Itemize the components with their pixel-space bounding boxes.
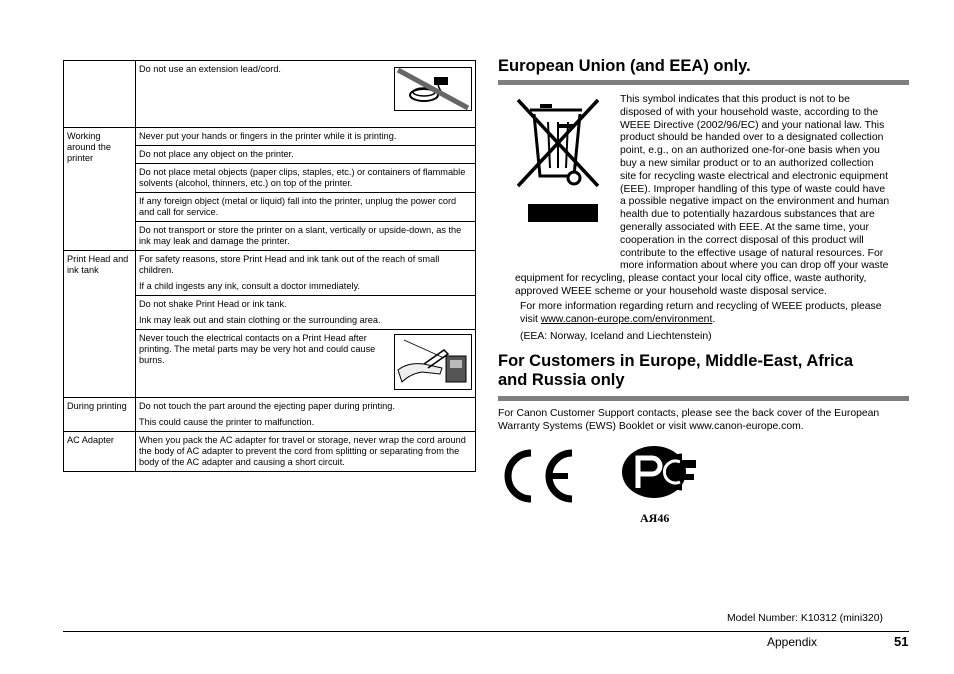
- precaution-note: This could cause the printer to malfunction.: [139, 417, 315, 427]
- precaution-cell: [136, 398, 476, 432]
- table-row: [64, 432, 476, 472]
- eea-note: (EEA: Norway, Iceland and Liechtenstein): [520, 331, 712, 342]
- precaution-cell: [136, 61, 476, 128]
- environment-link[interactable]: www.canon-europe.com/environment: [540, 313, 713, 325]
- table-row: [64, 398, 476, 432]
- emea-heading: [498, 352, 853, 390]
- category-cell: Working around the printer: [64, 128, 136, 251]
- weee-body-cont: [515, 273, 915, 299]
- support-line: Warranty Systems (EWS) Booklet or visit www.canon-europe.com.: [498, 420, 804, 432]
- table-row: [64, 128, 476, 146]
- pct-code: АЯ46: [640, 511, 670, 525]
- precaution-cell: [136, 296, 476, 330]
- body-line: health due to potentially hazardous substances that are: [620, 209, 875, 221]
- precaution-cell: Do not place any object on the printer.: [136, 146, 476, 164]
- precaution-note: If a child ingests any ink, consult a doctor immediately.: [139, 281, 360, 291]
- precaution-cell: Do not place metal objects (paper clips, staples, etc.) or containers of flammable solvents (alcohol, thinners, etc.) on top of the printer.: [136, 164, 476, 193]
- more-info: [520, 301, 915, 327]
- weee-body: [620, 94, 912, 273]
- body-line: (EEE). Improper handling of this type of waste could have: [620, 183, 886, 195]
- precaution-cell: If any foreign object (metal or liquid) fall into the printer, unplug the power cord and call for service.: [136, 193, 476, 222]
- pct-mark-icon: [620, 444, 700, 500]
- category-cell: Print Head and ink tank: [64, 251, 136, 398]
- precaution-cell: When you pack the AC adapter for travel or storage, never wrap the cord around the body of AC adapter to prevent the cord from splitting or separating from the body of the AC adapter and causing a short circuit.: [136, 432, 476, 472]
- more-info-line: For more information regarding return and recycling of WEEE products, please: [520, 301, 882, 312]
- precaution-cell: [136, 251, 476, 296]
- page-number: 51: [894, 634, 909, 649]
- more-info-suffix: .: [712, 313, 716, 325]
- heading-bar: [498, 396, 909, 401]
- body-line: buy a new similar product or to an authorized collection: [620, 157, 874, 169]
- body-line: equipment for recycling, please contact your local city office, waste authority,: [515, 273, 867, 284]
- crossed-out-wheelie-bin-icon: [512, 96, 604, 196]
- more-info-prefix: visit: [520, 313, 541, 325]
- body-line: WEEE Directive (2002/96/EC) and your national law. This: [620, 119, 885, 131]
- support-line: For Canon Customer Support contacts, please see the back cover of the European: [498, 408, 880, 419]
- no-extension-cord-icon: [394, 67, 472, 111]
- precaution-text: Do not use an extension lead/cord.: [139, 64, 281, 74]
- safety-table: [63, 60, 476, 472]
- category-cell: During printing: [64, 398, 136, 432]
- body-line: disposed of with your household waste, according to the: [620, 106, 879, 118]
- body-line: cooperation in the correct disposal of this product will: [620, 234, 864, 246]
- eu-heading: European Union (and EEA) only.: [498, 57, 751, 75]
- body-line: a possible negative impact on the environment and human: [620, 196, 890, 208]
- precaution-cell: [136, 330, 476, 398]
- body-line: This symbol indicates that this product is not to be: [620, 94, 850, 105]
- section-label: Appendix: [767, 635, 818, 649]
- table-row: [64, 251, 476, 296]
- table-row: [64, 61, 476, 128]
- print-head-contacts-icon: [394, 334, 472, 390]
- body-line: approved WEEE scheme or your household waste disposal service.: [515, 285, 827, 297]
- body-line: product should be handed over to a designated collection: [620, 132, 884, 144]
- body-line: more information about where you can drop off your waste: [620, 260, 889, 272]
- precaution-cell: Do not transport or store the printer on a slant, vertically or upside-down, as the ink may leak and damage the printer.: [136, 222, 476, 251]
- precaution-text: For safety reasons, store Print Head and ink tank out of the reach of small children.: [139, 254, 440, 275]
- more-info-line: [520, 314, 915, 327]
- body-line: point, e.g., on an authorized one-for-one basis when you: [620, 145, 880, 157]
- precaution-text: Do not touch the part around the ejecting paper during printing.: [139, 401, 395, 411]
- body-line: site for recycling waste electrical and electronic equipment: [620, 170, 888, 182]
- heading-line: and Russia only: [498, 371, 625, 389]
- body-line: generally associated with EEE. At the same time, your: [620, 221, 869, 233]
- weee-bar: [528, 204, 598, 222]
- heading-bar: [498, 80, 909, 85]
- support-text: [498, 408, 913, 434]
- category-cell: [64, 61, 136, 128]
- footer-divider: [63, 631, 909, 632]
- precaution-note: Ink may leak out and stain clothing or the surrounding area.: [139, 315, 381, 325]
- heading-line: For Customers in Europe, Middle-East, Africa: [498, 352, 854, 370]
- model-number: Model Number: K10312 (mini320): [727, 613, 883, 624]
- precaution-text: Never touch the electrical contacts on a Print Head after printing. The metal parts may be very hot and could cause burns.: [139, 333, 376, 365]
- precaution-cell: Never put your hands or fingers in the printer while it is printing.: [136, 128, 476, 146]
- precaution-text: Do not shake Print Head or ink tank.: [139, 299, 287, 309]
- category-cell: AC Adapter: [64, 432, 136, 472]
- ce-mark-icon: [500, 448, 576, 504]
- body-line: contribute to the effective usage of natural resources. For: [620, 247, 884, 259]
